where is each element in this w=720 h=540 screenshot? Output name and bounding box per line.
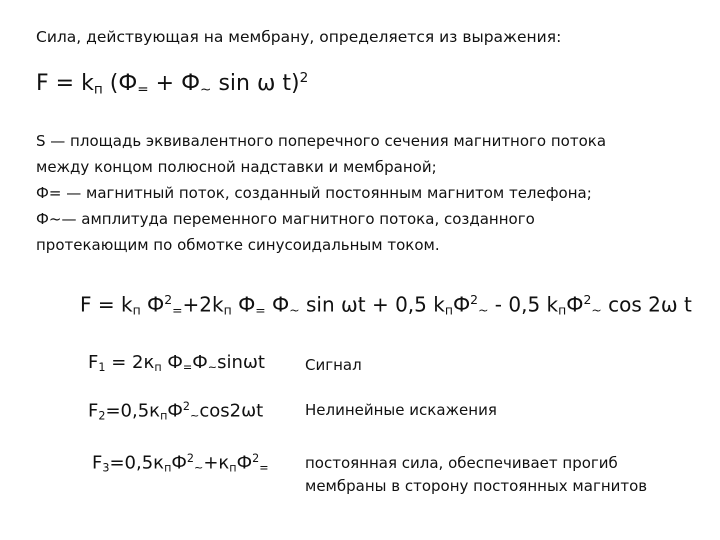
definition-line: S — площадь эквивалентного поперечного сечения магнитного потока bbox=[36, 132, 607, 150]
description-line: мембраны в сторону постоянных магнитов bbox=[305, 477, 648, 495]
definition-line: между концом полюсной надставки и мембраной; bbox=[36, 158, 437, 176]
definitions bbox=[36, 128, 606, 258]
definition-line: протекающим по обмотке синусоидальным током. bbox=[36, 236, 440, 254]
intro-text: Сила, действующая на мембрану, определяется из выражения: bbox=[36, 28, 562, 46]
description-line: постоянная сила, обеспечивает прогиб bbox=[305, 454, 618, 472]
component-formula-1: $F_1 = 2к_п$ $Ф_=Ф_\sim\sin\omega t$ bbox=[88, 352, 265, 374]
component-formula-2: $F_2=0,5к_пФ^2_\sim\cos 2\omega t$ bbox=[88, 400, 264, 423]
definition-line: Ф= — магнитный поток, созданный постоянным магнитом телефона; bbox=[36, 184, 592, 202]
component-formula-3: $F_3=0,5к_пФ^2_\sim+к_пФ^2_=$ bbox=[92, 452, 269, 475]
component-description-3 bbox=[305, 452, 647, 498]
main-formula: $F = k_п$ ($Ф_= + Ф_\sim$ sin ω t)$^2$ bbox=[36, 70, 309, 98]
component-description-2: Нелинейные искажения bbox=[305, 401, 497, 419]
expanded-formula: $F = k_п$ $Ф^2_=+2k_п$ $Ф_=$ $Ф_\sim$ sin ωt + 0,5 $k_пФ^2_\sim - 0,5$ $k_пФ^2_\sim$ cos 2ω t bbox=[80, 292, 692, 318]
definition-line: Ф~— амплитуда переменного магнитного потока, созданного bbox=[36, 210, 535, 228]
component-description-1: Сигнал bbox=[305, 356, 362, 374]
